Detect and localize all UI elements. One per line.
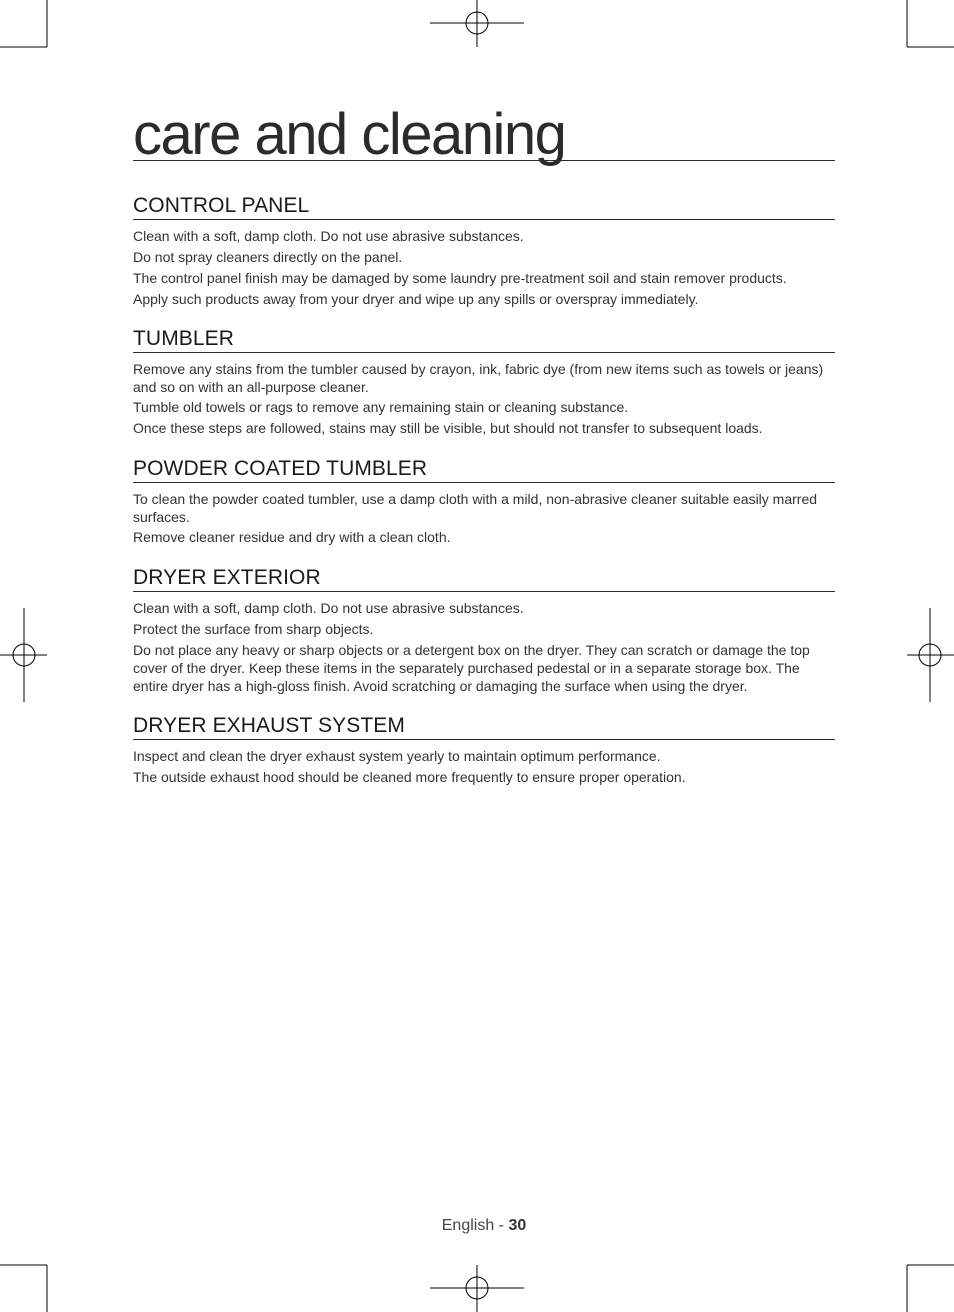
section-dryer-exterior (133, 566, 835, 698)
paragraph: Remove cleaner residue and dry with a clean cloth. (133, 529, 451, 545)
paragraph: Inspect and clean the dryer exhaust system yearly to maintain optimum performance. (133, 748, 661, 764)
paragraph: Clean with a soft, damp cloth. Do not use abrasive substances. (133, 228, 524, 244)
footer-language: English (441, 1217, 495, 1234)
page-number: 30 (508, 1217, 527, 1234)
paragraph: Do not spray cleaners directly on the panel. (133, 249, 403, 265)
page-title: care and cleaning (133, 108, 835, 161)
paragraph: To clean the powder coated tumbler, use a damp cloth with a mild, non-abrasive cleaner suitable easily marred surfaces. (133, 491, 818, 525)
section-heading: DRYER EXTERIOR (133, 566, 835, 592)
paragraph: Clean with a soft, damp cloth. Do not use abrasive substances. (133, 600, 524, 616)
paragraph: Tumble old towels or rags to remove any remaining stain or cleaning substance. (133, 399, 629, 415)
section-heading: CONTROL PANEL (133, 194, 835, 220)
section-control-panel (133, 194, 835, 311)
paragraph: Do not place any heavy or sharp objects or a detergent box on the dryer. They can scratch or damage the top cover of the dryer. Keep these items in the separately purchased pedestal or in a separate storage box. The entire dryer has a high-gloss finish. Avoid scratching or damaging the surface when using the dryer. (133, 642, 810, 694)
footer-separator: - (494, 1217, 509, 1234)
section-powder-coated-tumbler (133, 457, 835, 549)
section-heading: TUMBLER (133, 327, 835, 353)
paragraph: The outside exhaust hood should be cleaned more frequently to ensure proper operation. (133, 769, 686, 785)
paragraph: Protect the surface from sharp objects. (133, 621, 374, 637)
section-heading: POWDER COATED TUMBLER (133, 457, 835, 483)
paragraph: Remove any stains from the tumbler caused by crayon, ink, fabric dye (from new items such as towels or jeans) and so on with an all-purpose cleaner. (133, 361, 824, 395)
section-heading: DRYER EXHAUST SYSTEM (133, 714, 835, 740)
section-tumbler (133, 327, 835, 440)
page-footer (7, 1217, 954, 1235)
paragraph: The control panel finish may be damaged by some laundry pre-treatment soil and stain remover products. (133, 270, 787, 286)
section-dryer-exhaust-system (133, 714, 835, 789)
paragraph: Once these steps are followed, stains may still be visible, but should not transfer to subsequent loads. (133, 420, 763, 436)
paragraph: Apply such products away from your dryer and wipe up any spills or overspray immediately. (133, 291, 699, 307)
